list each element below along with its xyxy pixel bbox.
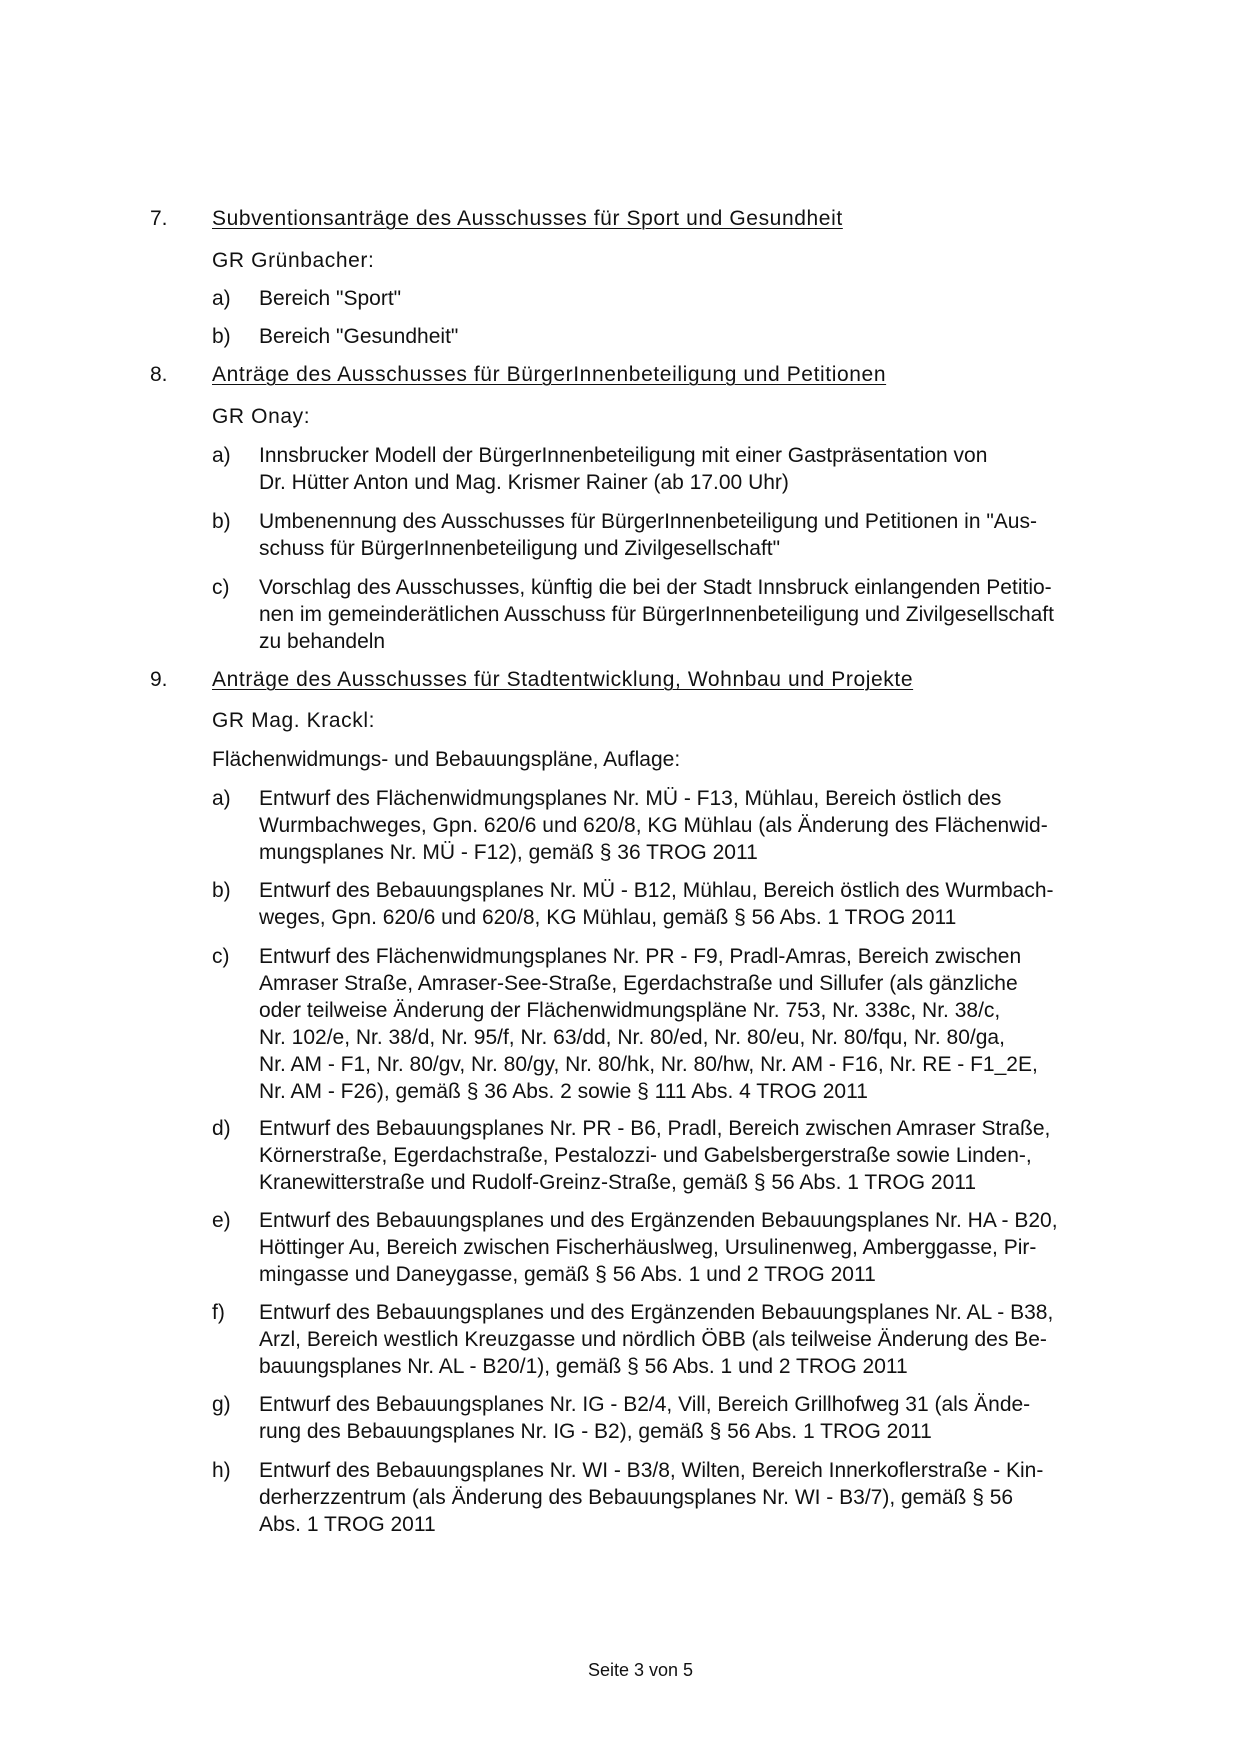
item-letter: b): [212, 879, 231, 902]
item-line: Umbenennung des Ausschusses für BürgerInnenbeteiligung und Petitionen in "Aus-: [259, 510, 1037, 533]
item-line: zu behandeln: [259, 630, 386, 653]
section-7-speaker: GR Grünbacher:: [212, 249, 375, 272]
item-line: mingasse und Daneygasse, gemäß § 56 Abs. 1 und 2 TROG 2011: [259, 1263, 876, 1286]
item-line: derherzzentrum (als Änderung des Bebauungsplanes Nr. WI - B3/7), gemäß § 56: [259, 1486, 1014, 1509]
item-line: mungsplanes Nr. MÜ - F12), gemäß § 36 TROG 2011: [259, 841, 758, 864]
item-line: Entwurf des Bebauungsplanes Nr. MÜ - B12, Mühlau, Bereich östlich des Wurmbach-: [259, 879, 1054, 902]
item-line: bauungsplanes Nr. AL - B20/1), gemäß § 56 Abs. 1 und 2 TROG 2011: [259, 1355, 908, 1378]
item-line: rung des Bebauungsplanes Nr. IG - B2), gemäß § 56 Abs. 1 TROG 2011: [259, 1420, 932, 1443]
item-line: Kranewitterstraße und Rudolf-Greinz-Straße, gemäß § 56 Abs. 1 TROG 2011: [259, 1171, 977, 1194]
item-line: oder teilweise Änderung der Flächenwidmungspläne Nr. 753, Nr. 338c, Nr. 38/c,: [259, 999, 1001, 1022]
item-letter: a): [212, 287, 231, 310]
item-text: [259, 1391, 1139, 1445]
item-text: [259, 1457, 1139, 1538]
item-line: weges, Gpn. 620/6 und 620/8, KG Mühlau, gemäß § 56 Abs. 1 TROG 2011: [259, 906, 957, 929]
section-9-speaker: GR Mag. Krackl:: [212, 709, 376, 732]
item-line: Vorschlag des Ausschusses, künftig die bei der Stadt Innsbruck einlangenden Petitio-: [259, 576, 1052, 599]
item-line: Nr. AM - F1, Nr. 80/gv, Nr. 80/gy, Nr. 80/hk, Nr. 80/hw, Nr. AM - F16, Nr. RE - F1_2E,: [259, 1053, 1038, 1076]
item-text: [259, 785, 1139, 866]
item-text: [259, 1299, 1139, 1380]
item-letter: a): [212, 444, 231, 467]
item-line: Innsbrucker Modell der BürgerInnenbeteiligung mit einer Gastpräsentation von: [259, 444, 988, 467]
item-line: Abs. 1 TROG 2011: [259, 1513, 436, 1536]
item-line: Nr. AM - F26), gemäß § 36 Abs. 2 sowie § 111 Abs. 4 TROG 2011: [259, 1080, 868, 1103]
item-line: Entwurf des Flächenwidmungsplanes Nr. MÜ - F13, Mühlau, Bereich östlich des: [259, 787, 1002, 810]
section-8-title: Anträge des Ausschusses für BürgerInnenbeteiligung und Petitionen: [212, 363, 887, 386]
item-line: Entwurf des Bebauungsplanes und des Ergänzenden Bebauungsplanes Nr. HA - B20,: [259, 1209, 1058, 1232]
item-text: [259, 508, 1139, 562]
item-letter: b): [212, 325, 231, 348]
item-text: [259, 285, 1139, 312]
item-text: [259, 1207, 1139, 1288]
item-line: Entwurf des Flächenwidmungsplanes Nr. PR - F9, Pradl-Amras, Bereich zwischen: [259, 945, 1022, 968]
item-letter: d): [212, 1117, 231, 1140]
section-8-number: 8.: [150, 363, 168, 386]
item-letter: a): [212, 787, 231, 810]
section-7-title: Subventionsanträge des Ausschusses für Sport und Gesundheit: [212, 207, 843, 230]
item-text: [259, 574, 1139, 655]
item-line: Bereich "Gesundheit": [259, 325, 459, 348]
item-letter: c): [212, 576, 230, 599]
item-line: Dr. Hütter Anton und Mag. Krismer Rainer (ab 17.00 Uhr): [259, 471, 789, 494]
item-line: Entwurf des Bebauungsplanes Nr. PR - B6, Pradl, Bereich zwischen Amraser Straße,: [259, 1117, 1051, 1140]
section-9-title: Anträge des Ausschusses für Stadtentwicklung, Wohnbau und Projekte: [212, 668, 914, 691]
item-text: [259, 442, 1139, 496]
item-text: [259, 943, 1139, 1105]
item-line: Körnerstraße, Egerdachstraße, Pestalozzi- und Gabelsbergerstraße sowie Linden-,: [259, 1144, 1032, 1167]
page-number: Seite 3 von 5: [587, 1660, 694, 1680]
item-letter: g): [212, 1393, 231, 1416]
item-line: Entwurf des Bebauungsplanes Nr. WI - B3/8, Wilten, Bereich Innerkoflerstraße - Kin-: [259, 1459, 1044, 1482]
item-line: Bereich "Sport": [259, 287, 402, 310]
item-text: [259, 1115, 1139, 1196]
item-line: Entwurf des Bebauungsplanes und des Ergänzenden Bebauungsplanes Nr. AL - B38,: [259, 1301, 1054, 1324]
item-letter: b): [212, 510, 231, 533]
item-line: Amraser Straße, Amraser-See-Straße, Egerdachstraße und Sillufer (als gänzliche: [259, 972, 1018, 995]
page-footer: [0, 1659, 1241, 1681]
item-line: Nr. 102/e, Nr. 38/d, Nr. 95/f, Nr. 63/dd, Nr. 80/ed, Nr. 80/eu, Nr. 80/fqu, Nr. 80/ga,: [259, 1026, 1005, 1049]
section-7-number: 7.: [150, 207, 168, 230]
item-letter: c): [212, 945, 230, 968]
item-line: Arzl, Bereich westlich Kreuzgasse und nördlich ÖBB (als teilweise Änderung des Be-: [259, 1328, 1047, 1351]
section-9-number: 9.: [150, 668, 168, 691]
item-line: Entwurf des Bebauungsplanes Nr. IG - B2/4, Vill, Bereich Grillhofweg 31 (als Ände-: [259, 1393, 1031, 1416]
item-line: schuss für BürgerInnenbeteiligung und Zivilgesellschaft": [259, 537, 781, 560]
item-line: nen im gemeinderätlichen Ausschuss für BürgerInnenbeteiligung und Zivilgesellschaft: [259, 603, 1054, 626]
item-text: [259, 877, 1139, 931]
item-line: Wurmbachweges, Gpn. 620/6 und 620/8, KG Mühlau (als Änderung des Flächenwid-: [259, 814, 1048, 837]
item-letter: h): [212, 1459, 231, 1482]
item-line: Höttinger Au, Bereich zwischen Fischerhäuslweg, Ursulinenweg, Amberggasse, Pir-: [259, 1236, 1037, 1259]
item-letter: e): [212, 1209, 231, 1232]
section-8-speaker: GR Onay:: [212, 405, 311, 428]
item-text: [259, 323, 1139, 350]
section-9-intro: Flächenwidmungs- und Bebauungspläne, Auflage:: [212, 748, 681, 771]
item-letter: f): [212, 1301, 225, 1324]
